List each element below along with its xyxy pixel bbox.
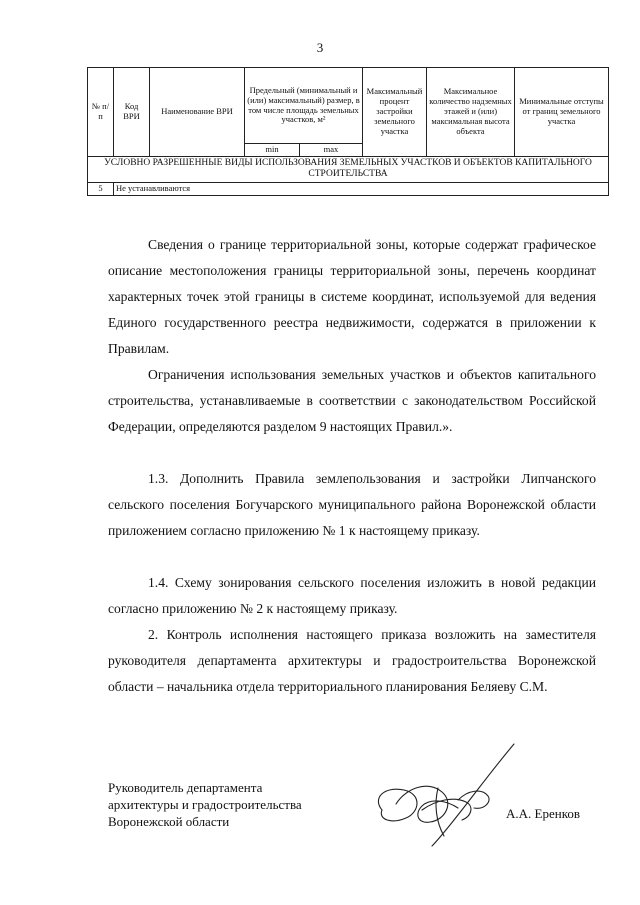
row-num: 5 [88, 182, 114, 195]
header-name: Наименование ВРИ [150, 68, 245, 157]
signatory-position-line: Воронежской области [108, 814, 230, 829]
page-number: 3 [316, 40, 324, 55]
signatory-name: А.А. Еренков [506, 806, 580, 821]
signatory-position-line: архитектуры и градостроительства [108, 797, 302, 812]
section-title: УСЛОВНО РАЗРЕШЕННЫЕ ВИДЫ ИСПОЛЬЗОВАНИЯ ЗЕМЕЛЬНЫХ УЧАСТКОВ И ОБЪЕКТОВ КАПИТАЛЬНОГО СТРОИТЕЛЬСТВА [88, 156, 609, 182]
header-min: min [245, 144, 300, 157]
table-row [88, 182, 609, 195]
paragraph-item-2: 2. Контроль исполнения настоящего приказа возложить на заместителя руководителя департамента архитектуры и градостроительства Воронежской области – начальника отдела территориального планирования Беляеву С.М. [108, 627, 596, 694]
header-size: Предельный (минимальный и (или) максимальный) размер, в том числе площадь земельных участков, м² [245, 68, 363, 144]
paragraph-item-1-4: 1.4. Схему зонирования сельского поселения изложить в новой редакции согласно приложению № 2 к настоящему приказу. [108, 575, 596, 616]
zones-table [87, 67, 609, 196]
signatory-position-line: Руководитель департамента [108, 780, 263, 795]
header-setbacks: Минимальные отступы от границ земельного участка [515, 68, 609, 157]
header-code: Код ВРИ [114, 68, 150, 157]
header-floors: Максимальное количество надземных этажей и (или) максимальная высота объекта [427, 68, 515, 157]
header-num: № п/п [88, 68, 114, 157]
signatory-position [108, 779, 302, 830]
handwritten-signature [362, 740, 522, 850]
header-max: max [300, 144, 363, 157]
paragraph-restrictions: Ограничения использования земельных участков и объектов капитального строительства, устанавливаемые в соответствии с законодательством Российской Федерации, определяются разделом 9 настоящих Правил.». [108, 367, 596, 434]
row-text: Не устанавливаются [114, 182, 609, 195]
paragraph-item-1-3: 1.3. Дополнить Правила землепользования и застройки Липчанского сельского поселения Богучарского муниципального района Воронежской области приложением согласно приложению № 1 к настоящему приказу. [108, 471, 596, 538]
header-percent: Максимальный процент застройки земельного участка [363, 68, 427, 157]
paragraph-boundary-info: Сведения о границе территориальной зоны, которые содержат графическое описание местоположения границы территориальной зоны, перечень координат характерных точек этой границы в системе координат, используемой для ведения Единого государственного реестра недвижимости, содержатся в приложении к Правилам. [108, 237, 596, 356]
